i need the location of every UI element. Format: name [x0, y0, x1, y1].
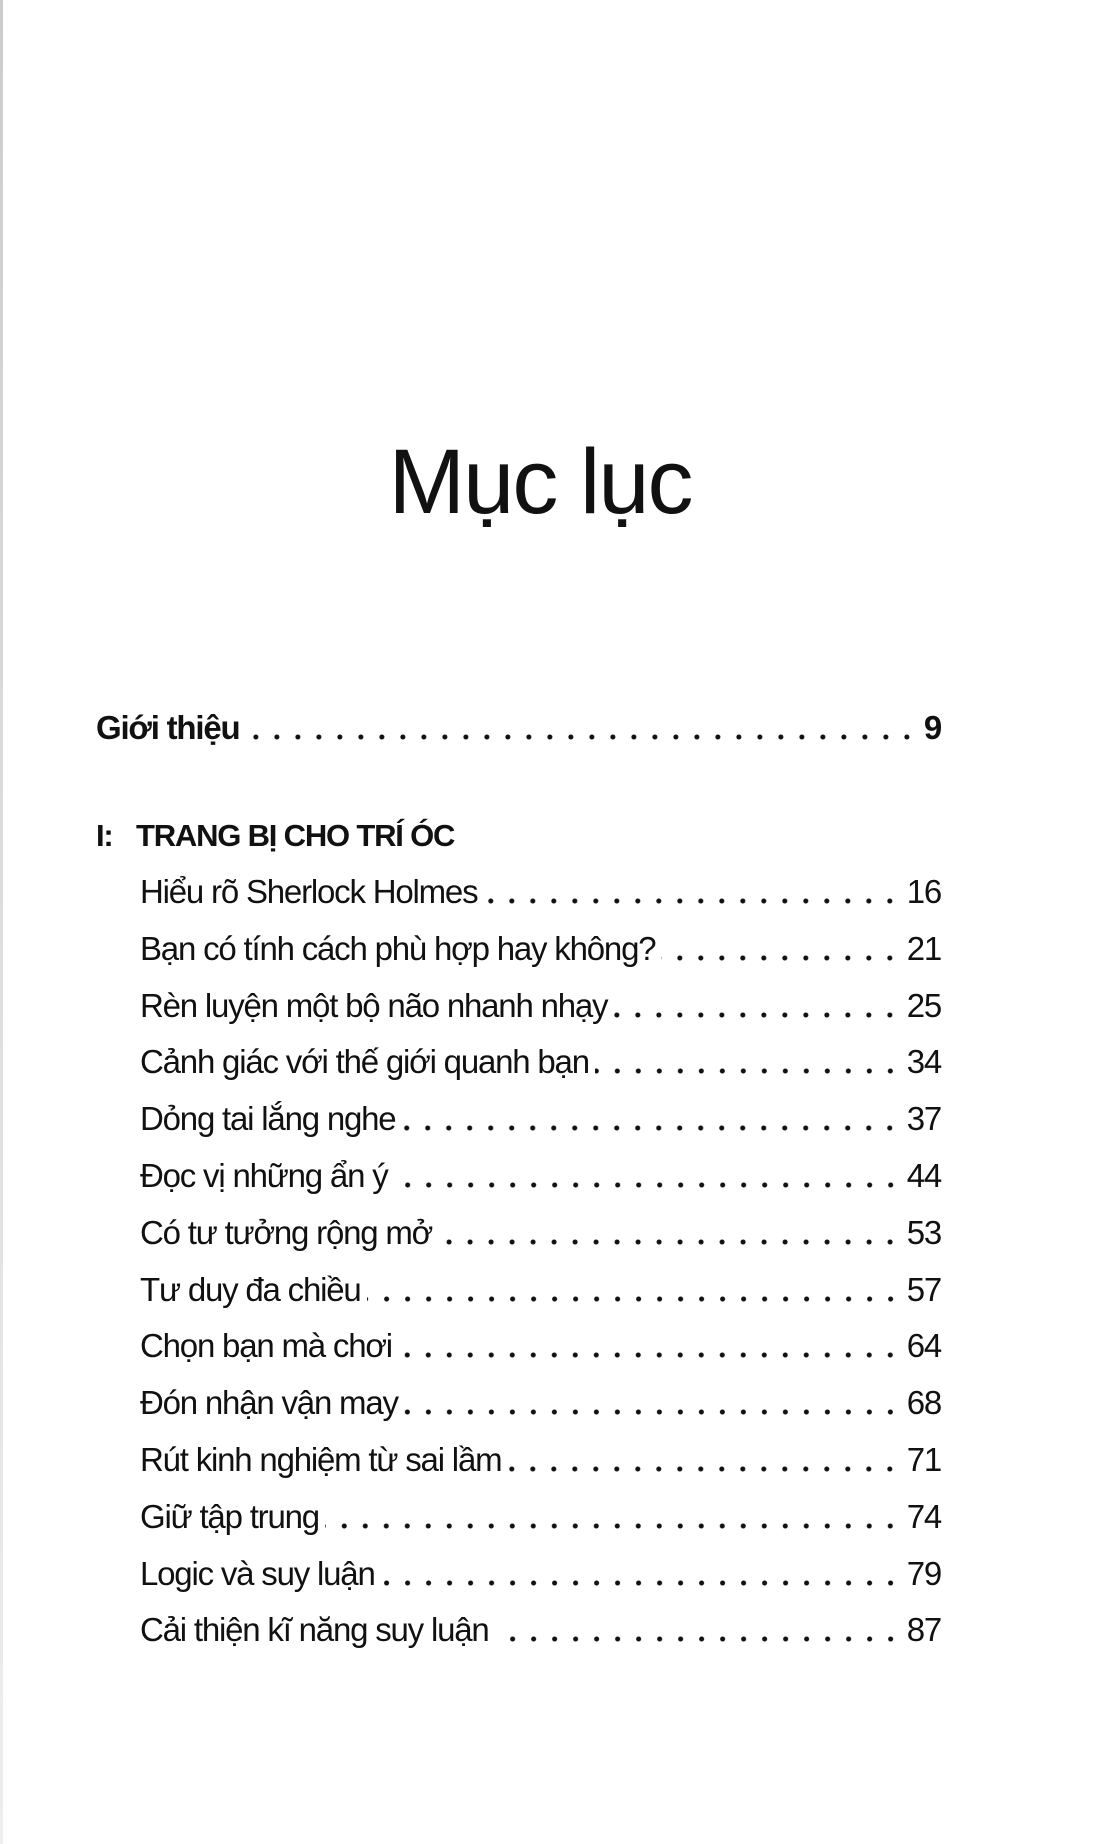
toc-entry-label: Hiểu rõ Sherlock Holmes [140, 873, 478, 910]
part-heading [96, 816, 454, 856]
page-title: Mục lục [388, 431, 692, 533]
dot-leader [401, 1099, 900, 1139]
toc-entry[interactable] [140, 1270, 941, 1310]
toc-entry-page: 34 [906, 1043, 941, 1081]
toc-entry-page: 53 [906, 1213, 941, 1251]
toc-entry[interactable] [140, 1213, 941, 1253]
dot-leader [661, 929, 900, 969]
toc-entry-page: 74 [906, 1497, 941, 1535]
toc-entry-label: Đọc vị những ẩn ý [140, 1157, 388, 1194]
toc-entry-page: 25 [906, 986, 941, 1024]
toc-entry[interactable] [140, 1440, 941, 1480]
toc-entry-page: 79 [906, 1554, 941, 1592]
toc-entry[interactable] [140, 986, 941, 1026]
toc-entry[interactable] [140, 1554, 941, 1594]
dot-leader [367, 1270, 901, 1310]
toc-entry[interactable] [140, 1156, 941, 1196]
dot-leader [483, 872, 900, 912]
toc-entry-page: 44 [906, 1157, 941, 1194]
dot-leader [394, 1156, 901, 1196]
toc-entry-label: Giới thiệu [96, 709, 240, 746]
dot-leader [325, 1497, 901, 1537]
dot-leader [404, 1383, 901, 1423]
part-number: I: [96, 818, 113, 853]
toc-entry-label: Tư duy đa chiều [140, 1270, 361, 1308]
toc-entry-label: Chọn bạn mà chơi [140, 1327, 392, 1365]
toc-entry[interactable] [140, 1610, 941, 1650]
toc-entry-label: Có tư tưởng rộng mở [140, 1213, 433, 1251]
toc-entry-page: 57 [906, 1270, 941, 1308]
toc-entry-page: 16 [906, 873, 941, 910]
toc-entry[interactable] [140, 872, 941, 912]
dot-leader [495, 1610, 901, 1650]
toc-entry-page: 71 [906, 1441, 941, 1478]
dot-leader [438, 1213, 901, 1253]
toc-entry[interactable] [140, 1497, 941, 1537]
toc-entry-label: Cải thiện kĩ năng suy luận [140, 1611, 489, 1649]
toc-entry-label: Rèn luyện một bộ não nhanh nhạy [140, 986, 608, 1024]
dot-leader [381, 1554, 901, 1594]
toc-entry-page: 37 [906, 1100, 941, 1138]
toc-entry-label: Rút kinh nghiệm từ sai lầm [140, 1441, 502, 1478]
toc-entry-label: Giữ tập trung [140, 1497, 319, 1535]
toc-entry[interactable] [140, 1326, 941, 1366]
toc-entry-label: Cảnh giác với thế giới quanh bạn [140, 1043, 589, 1081]
toc-entry-label: Dỏng tai lắng nghe [140, 1100, 396, 1138]
page-edge [0, 0, 3, 1844]
part-title: TRANG BỊ CHO TRÍ ÓC [136, 818, 455, 853]
dot-leader [245, 708, 917, 748]
toc-entry[interactable] [140, 1383, 941, 1423]
dot-leader [595, 1042, 901, 1082]
toc-entry[interactable] [140, 1042, 941, 1082]
toc-entry-page: 9 [923, 709, 941, 746]
toc-entry-label: Bạn có tính cách phù hợp hay không? [140, 929, 656, 967]
toc-entry-intro[interactable] [96, 708, 941, 748]
toc-entry[interactable] [140, 1099, 941, 1139]
toc-entry-page: 64 [906, 1327, 941, 1365]
toc-entry-label: Đón nhận vận may [140, 1384, 398, 1422]
dot-leader [613, 986, 900, 1026]
toc-entry-page: 87 [906, 1611, 941, 1649]
dot-leader [507, 1440, 900, 1480]
toc-entry[interactable] [140, 929, 941, 969]
toc-entry-page: 21 [906, 929, 941, 967]
dot-leader [398, 1326, 901, 1366]
toc-entry-label: Logic và suy luận [140, 1554, 375, 1592]
toc-entry-page: 68 [906, 1384, 941, 1422]
